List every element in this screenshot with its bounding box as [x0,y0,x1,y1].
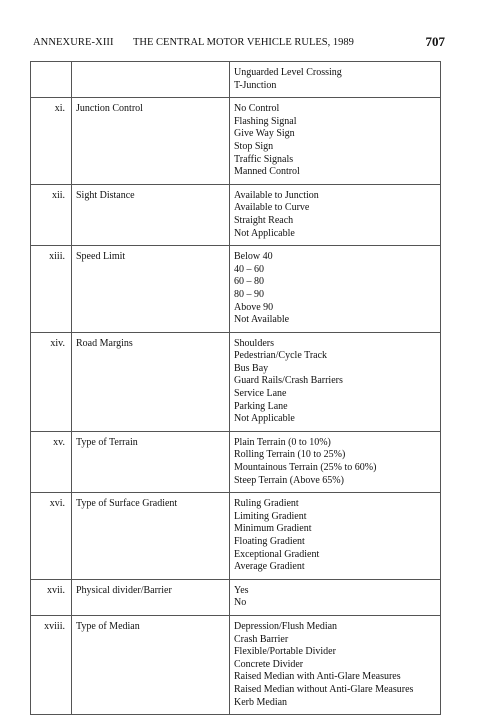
page-number: 707 [425,34,445,49]
options-cell [230,431,441,492]
option-item: Below 40 [234,251,273,263]
parameter-name: Junction Control [72,98,230,185]
option-item: 80 – 90 [234,288,264,300]
option-item: No [234,597,247,609]
row-number: xi. [31,98,72,185]
option-item: Straight Reach [234,214,294,226]
option-item: Kerb Median [234,696,288,708]
option-item: Depression/Flush Median [234,620,338,632]
parameter-name: Road Margins [72,332,230,431]
row-number: xv. [31,431,72,492]
option-item: Parking Lane [234,400,288,412]
table-row [31,332,441,431]
option-item: Pedestrian/Cycle Track [234,350,328,362]
table-row [31,615,441,714]
option-item: Guard Rails/Crash Barriers [234,375,343,387]
parameter-name [72,62,230,98]
table-row [31,431,441,492]
option-item: Available to Junction [234,189,319,201]
option-item: Plain Terrain (0 to 10%) [234,436,331,448]
option-item: Above 90 [234,301,274,313]
options-cell [230,579,441,615]
option-item: Concrete Divider [234,658,304,670]
option-item: Stop Sign [234,140,274,152]
option-item: Limiting Gradient [234,510,307,522]
options-cell [230,615,441,714]
option-item: Not Available [234,314,290,326]
option-item: Raised Median without Anti-Glare Measures [234,683,414,695]
option-item: Ruling Gradient [234,498,299,510]
rules-table [30,61,441,715]
option-item: Exceptional Gradient [234,548,320,560]
document-title: THE CENTRAL MOTOR VEHICLE RULES, 1989 [133,37,354,48]
table-row [31,493,441,580]
option-item: Unguarded Level Crossing [234,67,342,78]
parameter-name: Type of Terrain [72,431,230,492]
table-row [31,579,441,615]
option-item: Steep Terrain (Above 65%) [234,474,344,486]
rules-table-container [30,61,440,715]
option-item: Mountainous Terrain (25% to 60%) [234,462,377,474]
page-header [33,35,445,51]
parameter-name: Physical divider/Barrier [72,579,230,615]
parameter-name: Type of Surface Gradient [72,493,230,580]
option-item: Available to Curve [234,202,310,214]
option-item: T-Junction [234,79,277,91]
parameter-name: Sight Distance [72,184,230,245]
options-cell [230,332,441,431]
option-item: No Control [234,103,280,115]
option-item: Minimum Gradient [234,523,312,535]
parameter-name: Speed Limit [72,246,230,333]
option-item: Shoulders [234,337,274,349]
option-item: 60 – 80 [234,276,264,288]
table-row [31,184,441,245]
option-item: Manned Control [234,166,300,178]
option-item: Rolling Terrain (10 to 25%) [234,449,346,461]
table-body [31,62,441,715]
option-item: Flexible/Portable Divider [234,646,336,658]
option-item: Give Way Sign [234,128,295,140]
option-item: Service Lane [234,388,287,400]
option-item: Traffic Signals [234,153,294,165]
option-item: Not Applicable [234,227,295,239]
row-number: xiv. [31,332,72,431]
option-item: Floating Gradient [234,536,305,547]
table-row [31,62,441,98]
row-number: xvii. [31,579,72,615]
option-item: Crash Barrier [234,633,289,645]
options-cell [230,246,441,333]
options-cell [230,62,441,98]
options-cell [230,184,441,245]
option-item: Bus Bay [234,362,269,374]
row-number [31,62,72,98]
options-cell [230,493,441,580]
row-number: xviii. [31,615,72,714]
option-item: Average Gradient [234,561,305,573]
option-item: Yes [234,584,249,596]
option-item: Raised Median with Anti-Glare Measures [234,671,401,683]
annexure-label: ANNEXURE-XIII [33,37,114,48]
option-item: 40 – 60 [234,263,264,275]
option-item: Not Applicable [234,413,295,425]
table-row [31,98,441,185]
option-item: Flashing Signal [234,115,297,127]
parameter-name: Type of Median [72,615,230,714]
row-number: xii. [31,184,72,245]
table-row [31,246,441,333]
row-number: xvi. [31,493,72,580]
row-number: xiii. [31,246,72,333]
options-cell [230,98,441,185]
